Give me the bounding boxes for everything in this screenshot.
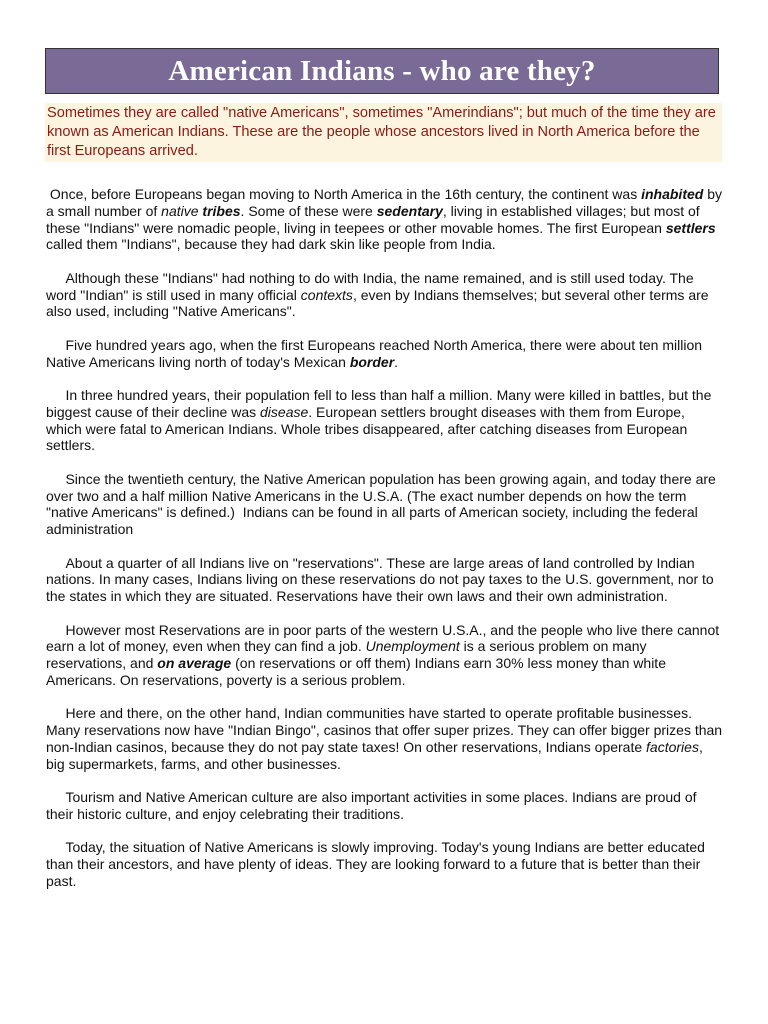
page-title: American Indians - who are they? (168, 54, 596, 87)
paragraph-text: However most Reservations are in poor parts of the western U.S.A., and the people who live there cannot earn a lot of money, even when they can find a job. (46, 621, 724, 655)
paragraph-text: Today, the situation of Native Americans is slowly improving. Today's young Indians are better educated than their ancestors, and have plenty of ideas. They are looking forward to a future that is better than their past. (46, 839, 709, 889)
emphasized-term: disease (260, 403, 309, 420)
body-paragraph (46, 387, 724, 454)
intro-paragraph: Sometimes they are called "native Americans", sometimes "Amerindians"; but much of the time they are known as American Indians. These are the people whose ancestors lived in North America before the first Europeans arrived. (45, 103, 722, 162)
emphasized-term: contexts (300, 286, 353, 303)
paragraph-text: is a serious problem on many reservations, and (46, 638, 651, 672)
body-paragraph (46, 789, 724, 823)
paragraph-text: called them "Indians", because they had dark skin like people from India. (46, 219, 720, 253)
paragraph-text: About a quarter of all Indians live on "reservations". These are large areas of land controlled by Indian nations. In many cases, Indians living on these reservations do not pay taxes to the U.S. government, nor to the states in which they are situated. Reservations have their own laws and their own administration. (46, 554, 718, 605)
key-term: tribes (202, 202, 241, 219)
paragraph-text: , big supermarkets, farms, and other businesses. (46, 738, 707, 772)
paragraph-text: . (394, 353, 399, 370)
paragraph-text: , living in established villages; but most of these "Indians" were nomadic people, living in teepees or other movable homes. The first European (46, 202, 704, 236)
paragraph-text: Once, before Europeans began moving to North America in the 16th century, the continent was (46, 186, 642, 202)
body-paragraph (46, 622, 724, 689)
key-term: inhabited (641, 186, 704, 202)
paragraph-text: Tourism and Native American culture are also important activities in some places. Indians are proud of their historic culture, and enjoy celebrating their traditions. (46, 789, 701, 822)
article-body (46, 186, 724, 906)
paragraph-text: Five hundred years ago, when the first Europeans reached North America, there were about ten million Native Americans living north of today's Mexican (46, 336, 706, 370)
emphasized-term: native (161, 202, 199, 219)
paragraph-text: Here and there, on the other hand, Indian communities have started to operate profitable businesses. Many reservations now have "Indian Bingo", casinos that offer super prizes. They can offer bigger prizes than non-Indian casinos, because they do not pay state taxes! On other reservations, Indians operate (46, 705, 726, 755)
key-term: on average (157, 655, 232, 672)
body-paragraph (46, 270, 724, 320)
emphasized-term: Unemployment (365, 638, 460, 655)
paragraph-text: Since the twentieth century, the Native American population has been growing again, and today there are over two and a half million Native Americans in the U.S.A. (The exact number depends on how the term "native Americans" is defined.) Indians can be found in all parts of American society, including the federal administration (46, 470, 720, 538)
paragraph-text: Although these "Indians" had nothing to do with India, the name remained, and is still used today. The word "Indian" is still used in many official (46, 269, 698, 303)
paragraph-text: , even by Indians themselves; but several other terms are also used, including "Native Americans". (46, 286, 713, 320)
paragraph-text: . Some of these were (240, 202, 377, 219)
paragraph-text: (on reservations or off them) Indians earn 30% less money than white Americans. On reservations, poverty is a serious problem. (46, 655, 670, 688)
body-paragraph (46, 186, 724, 253)
body-paragraph (46, 337, 724, 371)
body-paragraph (46, 471, 724, 538)
paragraph-text: In three hundred years, their population fell to less than half a million. Many were killed in battles, but the biggest cause of their decline was (46, 386, 716, 420)
paragraph-text: . European settlers brought diseases with them from Europe, which were fatal to American Indians. Whole tribes disappeared, after catching diseases from European settlers. (46, 403, 692, 454)
body-paragraph (46, 705, 724, 772)
body-paragraph (46, 555, 724, 605)
key-term: settlers (665, 219, 716, 236)
paragraph-text: by a small number of (46, 186, 726, 219)
body-paragraph (46, 839, 724, 889)
key-term: border (349, 353, 395, 370)
emphasized-term: factories (646, 738, 699, 755)
key-term: sedentary (376, 202, 443, 219)
title-banner (45, 48, 719, 94)
